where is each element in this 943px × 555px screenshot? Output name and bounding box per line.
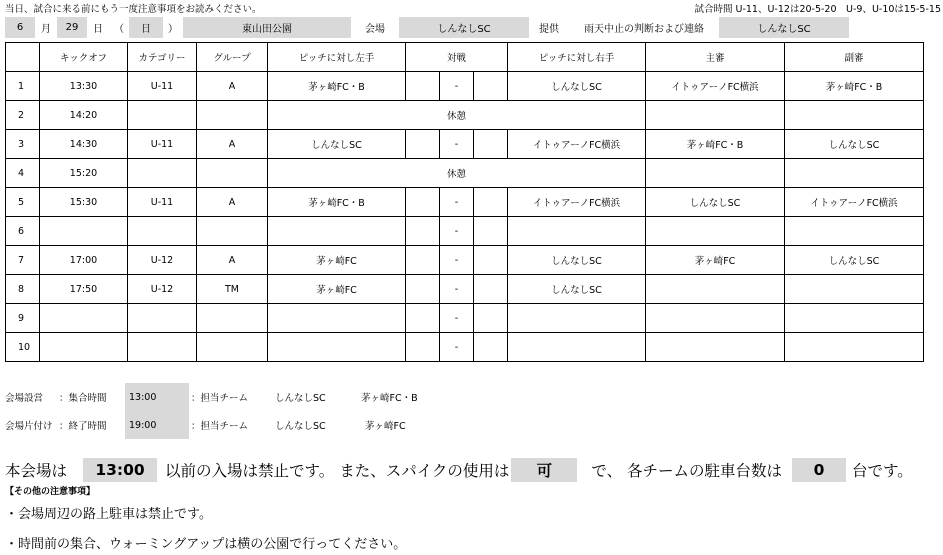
category-cell: U-11 — [128, 188, 197, 217]
left-team-cell: 茅ヶ崎FC — [268, 246, 406, 275]
left-team-cell — [268, 304, 406, 333]
col-header-assistant: 副審 — [785, 43, 924, 72]
rest-cell: 休憩 — [268, 159, 646, 188]
paren-open: （ — [114, 24, 124, 35]
left-score-cell — [406, 72, 440, 101]
cleanup-team-1: しんなしSC — [275, 421, 326, 432]
vs-cell: - — [440, 275, 474, 304]
cleanup-time-label: ：終了時間 — [59, 421, 107, 432]
row-number: 9 — [6, 304, 40, 333]
entry-time: 13:00 — [83, 458, 157, 482]
venue-notice — [5, 458, 913, 482]
cleanup-team-label: ：担当チーム — [191, 421, 249, 432]
right-score-cell — [474, 188, 508, 217]
setup-row — [5, 383, 418, 411]
group-cell: A — [197, 188, 268, 217]
left-team-cell: 茅ヶ崎FC・B — [268, 188, 406, 217]
group-cell — [197, 333, 268, 362]
vs-cell: - — [440, 304, 474, 333]
match-time-note: 試合時間 U-11、U-12は20-5-20 U-9、U-10は15-5-15 — [694, 4, 941, 15]
kickoff-cell — [40, 333, 128, 362]
venue-host: しんなしSC — [399, 17, 529, 38]
notice-text-1: 本会場は — [5, 462, 68, 480]
cleanup-time: 19:00 — [125, 411, 189, 439]
rest-cell: 休憩 — [268, 101, 646, 130]
other-notes-heading: 【その他の注意事項】 — [5, 487, 96, 497]
referee-cell — [646, 217, 785, 246]
referee-cell — [646, 333, 785, 362]
referee-cell: 茅ヶ崎FC — [646, 246, 785, 275]
assistant-cell — [785, 304, 924, 333]
category-cell — [128, 304, 197, 333]
kickoff-cell: 17:00 — [40, 246, 128, 275]
day-unit: 日 — [93, 24, 103, 35]
col-header-no — [6, 43, 40, 72]
assistant-cell — [785, 101, 924, 130]
note-parking: ・会場周辺の路上駐車は禁止です。 — [5, 507, 212, 522]
parking-count: 0 — [792, 458, 846, 482]
kickoff-cell: 17:50 — [40, 275, 128, 304]
vs-cell: - — [440, 188, 474, 217]
right-team-cell: しんなしSC — [508, 275, 646, 304]
group-cell — [197, 217, 268, 246]
left-score-cell — [406, 188, 440, 217]
assistant-cell — [785, 159, 924, 188]
right-score-cell — [474, 72, 508, 101]
kickoff-cell — [40, 217, 128, 246]
table-row — [6, 188, 924, 217]
setup-time-label: ：集合時間 — [59, 393, 107, 404]
notice-text-3: で、 各チームの駐車台数は — [591, 462, 783, 480]
assistant-cell — [785, 333, 924, 362]
left-score-cell — [406, 275, 440, 304]
left-team-cell — [268, 217, 406, 246]
right-team-cell: しんなしSC — [508, 72, 646, 101]
rain-contact-label: 雨天中止の判断および連絡 — [584, 24, 704, 35]
vs-cell: - — [440, 130, 474, 159]
group-cell — [197, 304, 268, 333]
left-score-cell — [406, 246, 440, 275]
group-cell — [197, 159, 268, 188]
group-cell — [197, 101, 268, 130]
month-unit: 月 — [41, 24, 51, 35]
assistant-cell: 茅ヶ崎FC・B — [785, 72, 924, 101]
category-cell: U-11 — [128, 72, 197, 101]
vs-cell: - — [440, 217, 474, 246]
col-header-left-team: ピッチに対し左手 — [268, 43, 406, 72]
setup-team-label: ：担当チーム — [191, 393, 249, 404]
row-number: 8 — [6, 275, 40, 304]
left-team-cell: しんなしSC — [268, 130, 406, 159]
right-team-cell — [508, 304, 646, 333]
referee-cell — [646, 304, 785, 333]
notice-text-4: 台です。 — [852, 462, 913, 480]
kickoff-cell: 13:30 — [40, 72, 128, 101]
right-score-cell — [474, 304, 508, 333]
assistant-cell: しんなしSC — [785, 246, 924, 275]
spike-allowed: 可 — [511, 458, 577, 482]
kickoff-cell — [40, 304, 128, 333]
top-note: 当日、試合に来る前にもう一度注意事項をお読みください。 — [5, 4, 262, 15]
right-score-cell — [474, 130, 508, 159]
left-team-cell: 茅ヶ崎FC — [268, 275, 406, 304]
provider-label: 提供 — [539, 24, 559, 35]
row-number: 5 — [6, 188, 40, 217]
col-header-referee: 主審 — [646, 43, 785, 72]
category-cell: U-11 — [128, 130, 197, 159]
left-score-cell — [406, 130, 440, 159]
col-header-group: グループ — [197, 43, 268, 72]
assistant-cell: しんなしSC — [785, 130, 924, 159]
paren-close: ） — [168, 24, 178, 35]
group-cell: A — [197, 130, 268, 159]
left-score-cell — [406, 304, 440, 333]
table-row — [6, 304, 924, 333]
cleanup-team-2: 茅ヶ崎FC — [365, 421, 406, 432]
table-row — [6, 246, 924, 275]
table-row — [6, 159, 924, 188]
referee-cell — [646, 159, 785, 188]
setup-time: 13:00 — [125, 383, 189, 411]
category-cell — [128, 333, 197, 362]
day-value: 29 — [57, 17, 87, 38]
row-number: 1 — [6, 72, 40, 101]
row-number: 10 — [6, 333, 40, 362]
table-header-row — [6, 43, 924, 72]
group-cell: A — [197, 246, 268, 275]
col-header-match: 対戦 — [406, 43, 508, 72]
left-team-cell — [268, 333, 406, 362]
kickoff-cell: 14:30 — [40, 130, 128, 159]
cleanup-row — [5, 411, 406, 439]
referee-cell — [646, 275, 785, 304]
left-score-cell — [406, 333, 440, 362]
col-header-kickoff: キックオフ — [40, 43, 128, 72]
schedule-table — [5, 42, 924, 362]
referee-cell — [646, 101, 785, 130]
group-cell: A — [197, 72, 268, 101]
right-score-cell — [474, 246, 508, 275]
assistant-cell — [785, 217, 924, 246]
category-cell — [128, 217, 197, 246]
right-score-cell — [474, 333, 508, 362]
category-cell: U-12 — [128, 246, 197, 275]
kickoff-cell: 15:20 — [40, 159, 128, 188]
right-team-cell: イトゥアーノFC横浜 — [508, 188, 646, 217]
venue-label: 会場 — [365, 24, 385, 35]
col-header-category: カテゴリー — [128, 43, 197, 72]
table-row — [6, 333, 924, 362]
cleanup-label: 会場片付け — [5, 421, 53, 432]
kickoff-cell: 14:20 — [40, 101, 128, 130]
note-warmup: ・時間前の集合、ウォーミングアップは横の公園で行ってください。 — [5, 537, 407, 552]
table-row — [6, 72, 924, 101]
right-team-cell: しんなしSC — [508, 246, 646, 275]
referee-cell: しんなしSC — [646, 188, 785, 217]
vs-cell: - — [440, 333, 474, 362]
col-header-right-team: ピッチに対し右手 — [508, 43, 646, 72]
group-cell: TM — [197, 275, 268, 304]
setup-label: 会場設営 — [5, 393, 44, 404]
venue-name: 東山田公園 — [183, 17, 351, 38]
right-score-cell — [474, 275, 508, 304]
referee-cell: イトゥアーノFC横浜 — [646, 72, 785, 101]
table-row — [6, 275, 924, 304]
right-team-cell: イトゥアーノFC横浜 — [508, 130, 646, 159]
rain-contact-team: しんなしSC — [719, 17, 849, 38]
category-cell: U-12 — [128, 275, 197, 304]
vs-cell: - — [440, 246, 474, 275]
table-row — [6, 130, 924, 159]
assistant-cell: イトゥアーノFC横浜 — [785, 188, 924, 217]
header-row — [5, 17, 923, 38]
left-score-cell — [406, 217, 440, 246]
kickoff-cell: 15:30 — [40, 188, 128, 217]
weekday-value: 日 — [129, 17, 163, 38]
table-row — [6, 101, 924, 130]
row-number: 6 — [6, 217, 40, 246]
vs-cell: - — [440, 72, 474, 101]
notice-text-2: 以前の入場は禁止です。 また、スパイクの使用は — [165, 462, 510, 480]
row-number: 2 — [6, 101, 40, 130]
row-number: 3 — [6, 130, 40, 159]
assistant-cell — [785, 275, 924, 304]
row-number: 7 — [6, 246, 40, 275]
left-team-cell: 茅ヶ崎FC・B — [268, 72, 406, 101]
table-row — [6, 217, 924, 246]
right-score-cell — [474, 217, 508, 246]
row-number: 4 — [6, 159, 40, 188]
month-value: 6 — [5, 17, 35, 38]
setup-team-2: 茅ヶ崎FC・B — [361, 393, 418, 404]
right-team-cell — [508, 333, 646, 362]
category-cell — [128, 159, 197, 188]
setup-team-1: しんなしSC — [275, 393, 326, 404]
referee-cell: 茅ヶ崎FC・B — [646, 130, 785, 159]
right-team-cell — [508, 217, 646, 246]
category-cell — [128, 101, 197, 130]
